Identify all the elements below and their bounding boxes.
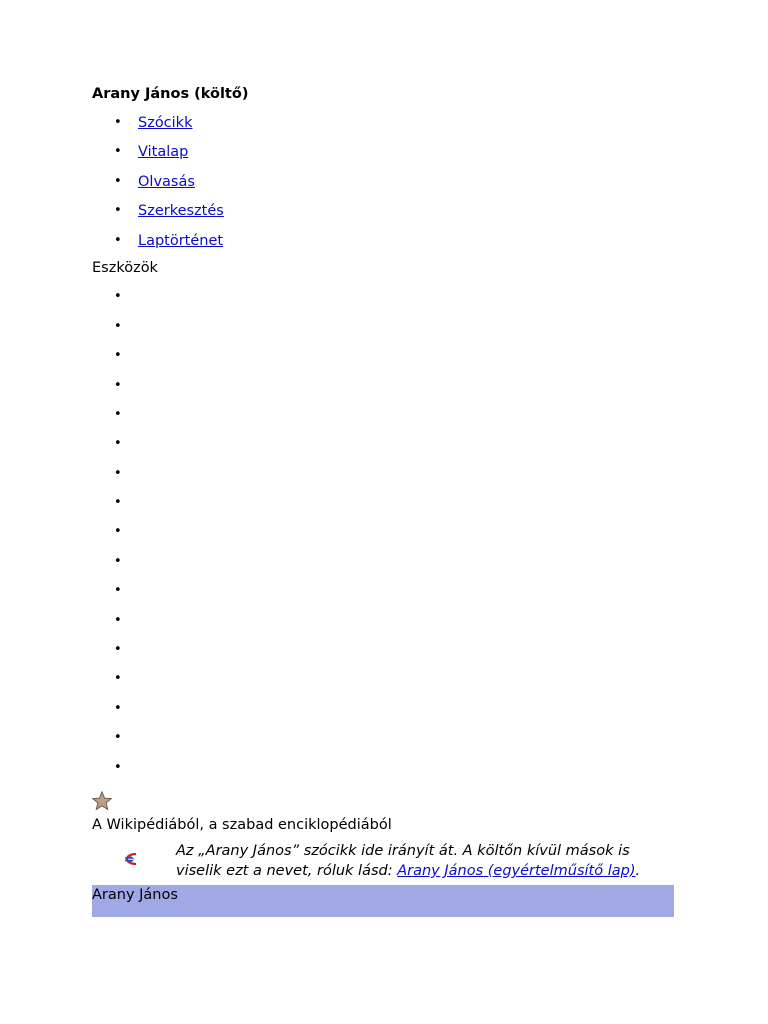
tools-item bbox=[92, 434, 674, 463]
tools-item bbox=[92, 581, 674, 610]
bullet-icon: • bbox=[114, 465, 122, 481]
site-tagline: A Wikipédiából, a szabad enciklopédiából bbox=[92, 816, 392, 833]
bullet-icon: • bbox=[114, 759, 122, 775]
nav-link-szocikk[interactable]: Szócikk bbox=[138, 115, 193, 131]
disambiguation-icon bbox=[122, 851, 142, 867]
tools-item bbox=[92, 758, 674, 787]
bullet-icon: • bbox=[114, 730, 122, 746]
nav-link-vitalap[interactable]: Vitalap bbox=[138, 144, 189, 161]
bullet-icon: • bbox=[114, 671, 122, 687]
nav-item-szerkesztes bbox=[92, 201, 674, 230]
bullet-icon: • bbox=[114, 700, 122, 716]
nav-link-laptortenet[interactable]: Laptörténet bbox=[138, 232, 224, 249]
bullet-icon: • bbox=[114, 377, 122, 393]
tools-item bbox=[92, 493, 674, 522]
tools-item bbox=[92, 317, 674, 346]
tools-item bbox=[92, 376, 674, 405]
tools-item bbox=[92, 405, 674, 434]
star-icon bbox=[92, 791, 112, 811]
tools-item bbox=[92, 346, 674, 375]
bullet-icon: • bbox=[114, 348, 122, 364]
hatnote-text-before: Az „Arany János” szócikk ide irányít át. A költőn kívül mások is viselik ezt a nevet, róluk lásd: bbox=[176, 842, 630, 879]
nav-item-laptortenet bbox=[92, 231, 674, 260]
tools-item bbox=[92, 699, 674, 728]
page-content bbox=[92, 84, 674, 917]
bullet-icon: • bbox=[114, 144, 122, 160]
disambiguation-link[interactable]: Arany János (egyértelműsítő lap) bbox=[397, 862, 636, 879]
bullet-icon: • bbox=[114, 524, 122, 540]
hatnote bbox=[92, 841, 674, 885]
tools-item bbox=[92, 728, 674, 757]
nav-list bbox=[92, 113, 674, 260]
bullet-icon: • bbox=[114, 289, 122, 305]
tools-heading: Eszközök bbox=[92, 259, 158, 276]
tools-item bbox=[92, 611, 674, 640]
tools-item bbox=[92, 669, 674, 698]
tools-item bbox=[92, 464, 674, 493]
hatnote-text-after: . bbox=[635, 862, 641, 879]
bullet-icon: • bbox=[114, 406, 122, 422]
tools-item bbox=[92, 552, 674, 581]
bullet-icon: • bbox=[114, 642, 122, 658]
tools-list bbox=[92, 287, 674, 787]
bullet-icon: • bbox=[114, 583, 122, 599]
tools-item bbox=[92, 287, 674, 316]
bullet-icon: • bbox=[114, 232, 122, 248]
nav-item-olvasas bbox=[92, 172, 674, 201]
nav-item-vitalap bbox=[92, 142, 674, 171]
page-title: Arany János (költő) bbox=[92, 86, 249, 102]
bullet-icon: • bbox=[114, 203, 122, 219]
nav-link-szerkesztes[interactable]: Szerkesztés bbox=[138, 203, 224, 220]
tools-item bbox=[92, 522, 674, 551]
infobox-header: Arany János bbox=[92, 885, 674, 917]
bullet-icon: • bbox=[114, 553, 122, 569]
bullet-icon: • bbox=[114, 173, 122, 189]
bullet-icon: • bbox=[114, 436, 122, 452]
featured-star-row bbox=[92, 787, 674, 815]
bullet-icon: • bbox=[114, 115, 122, 130]
nav-item-szocikk bbox=[92, 113, 674, 142]
bullet-icon: • bbox=[114, 495, 122, 511]
nav-link-olvasas[interactable]: Olvasás bbox=[138, 173, 195, 190]
tools-item bbox=[92, 640, 674, 669]
bullet-icon: • bbox=[114, 612, 122, 628]
bullet-icon: • bbox=[114, 318, 122, 334]
hatnote-text bbox=[176, 841, 674, 881]
